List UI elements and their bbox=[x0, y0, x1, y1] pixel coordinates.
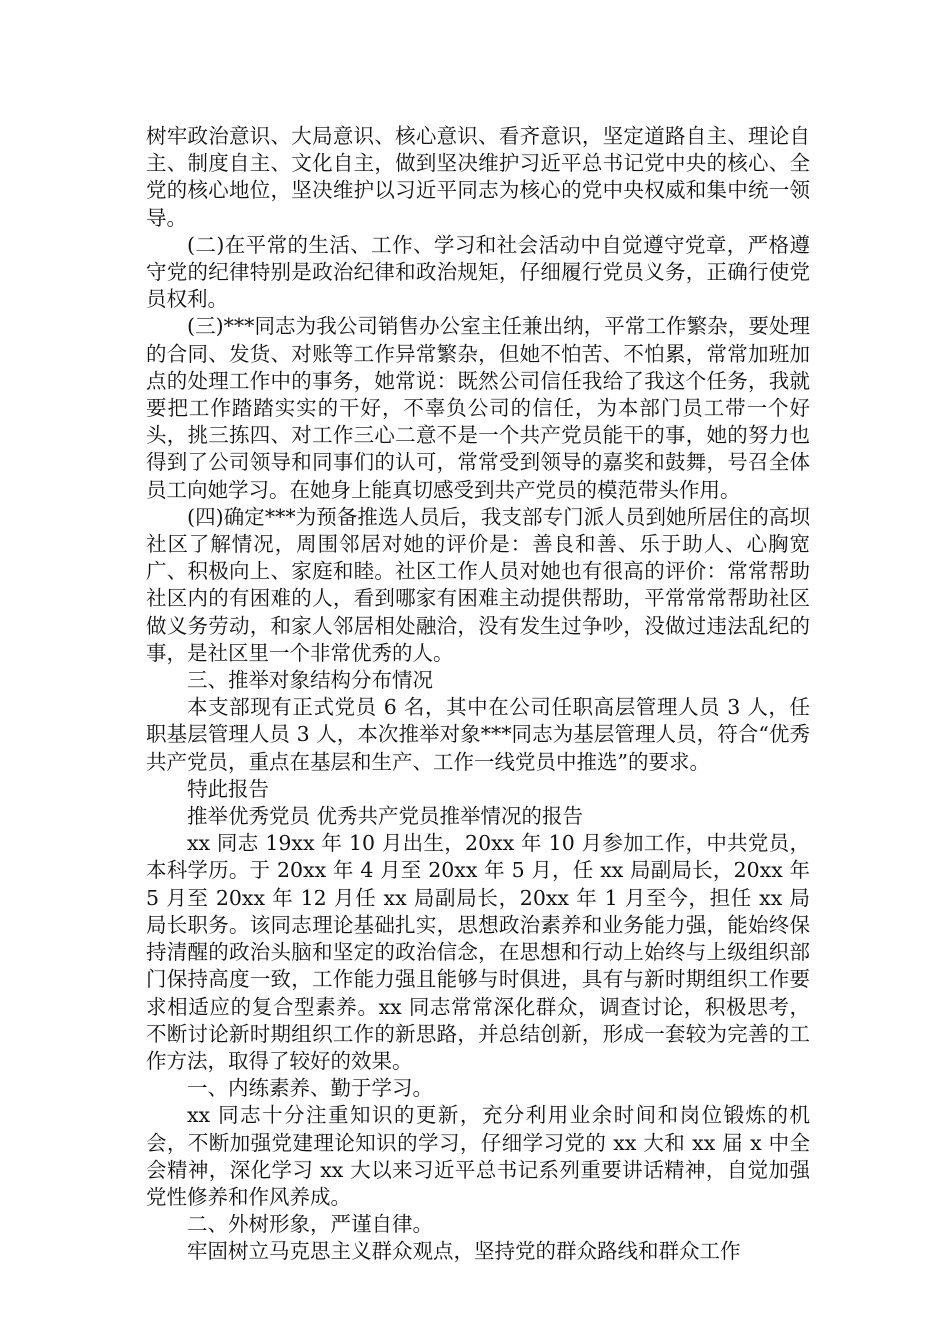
paragraph-item-4: (四)确定***为预备推选人员后，我支部专门派人员到她所居住的高坝社区了解情况，周围邻居对她的评价是：善良和善、乐于助人、心胸宽广、积极向上、家庭和睦。社区工作人员对她也有很高的评价：常常帮助社区内的有困难的人，看到哪家有困难主动提供帮助，平常常常帮助社区做义务劳动，和家人邻居相处融洽，没有发生过争吵，没做过违法乱纪的事，是社区里一个非常优秀的人。 bbox=[146, 504, 810, 665]
report-closing: 特此报告 bbox=[187, 776, 269, 801]
paragraph-structure: 本支部现有正式党员 6 名，其中在公司任职高层管理人员 3 人，任职基层管理人员 3 人，本次推举对象***同志为基层管理人员，符合“优秀共产党员，重点在基层和生产、工作一线党员中推选”的要求。 bbox=[146, 695, 810, 774]
paragraph-item-3: (三)***同志为我公司销售办公室主任兼出纳，平常工作繁杂，要处理的合同、发货、对账等工作异常繁杂，但她不怕苦、不怕累，常常加班加点的处理工作中的事务，她常说：既然公司信任我给了我这个任务，我就要把工作踏踏实实的干好，不辜负公司的信任，为本部门员工带一个好头，挑三拣四、对工作三心二意不是一个共产党员能干的事，她的努力也得到了公司领导和同事们的认可，常常受到领导的嘉奖和鼓舞，号召全体员工向她学习。在她身上能真切感受到共产党员的模范带头作用。 bbox=[146, 314, 810, 502]
section-heading-study: 一、内练素养、勤于学习。 bbox=[187, 1076, 433, 1101]
document-page bbox=[146, 123, 810, 1266]
report-title: 推举优秀党员 优秀共产党员推举情况的报告 bbox=[187, 804, 584, 829]
paragraph-discipline: 牢固树立马克思主义群众观点，坚持党的群众路线和群众工作 bbox=[187, 1239, 741, 1264]
paragraph-item-2: (二)在平常的生活、工作、学习和社会活动中自觉遵守党章，严格遵守党的纪律特别是政治纪律和政治规矩，仔细履行党员义务，正确行使党员权利。 bbox=[146, 232, 810, 312]
paragraph-continuation: 树牢政治意识、大局意识、核心意识、看齐意识，坚定道路自主、理论自主、制度自主、文化自主，做到坚决维护习近平总书记党中央的核心、全党的核心地位，坚决维护以习近平同志为核心的党中央权威和集中统一领导。 bbox=[146, 124, 810, 230]
section-heading-structure: 三、推举对象结构分布情况 bbox=[187, 668, 433, 693]
paragraph-biography: xx 同志 19xx 年 10 月出生，20xx 年 10 月参加工作，中共党员，本科学历。于 20xx 年 4 月至 20xx 年 5 月，任 xx 局副局长，20xx 年 5 月至 20xx 年 12 月任 xx 局副局长，20xx 年 1 月至今，担任 xx 局局长职务。该同志理论基础扎实，思想政治素养和业务能力强，能始终保持清醒的政治头脑和坚定的政治信念，在思想和行动上始终与上级组织部门保持高度一致，工作能力强且能够与时俱进，具有与新时期组织工作要求相适应的复合型素养。xx 同志常常深化群众，调查讨论，积极思考，不断讨论新时期组织工作的新思路，并总结创新，形成一套较为完善的工作方法，取得了较好的效果。 bbox=[146, 831, 810, 1073]
section-heading-discipline: 二、外树形象，严谨自律。 bbox=[187, 1212, 433, 1237]
paragraph-study: xx 同志十分注重知识的更新，充分利用业余时间和岗位锻炼的机会，不断加强党建理论知识的学习，仔细学习党的 xx 大和 xx 届 x 中全会精神，深化学习 xx 大以来习近平总书记系列重要讲话精神，自觉加强党性修养和作风养成。 bbox=[146, 1103, 810, 1209]
